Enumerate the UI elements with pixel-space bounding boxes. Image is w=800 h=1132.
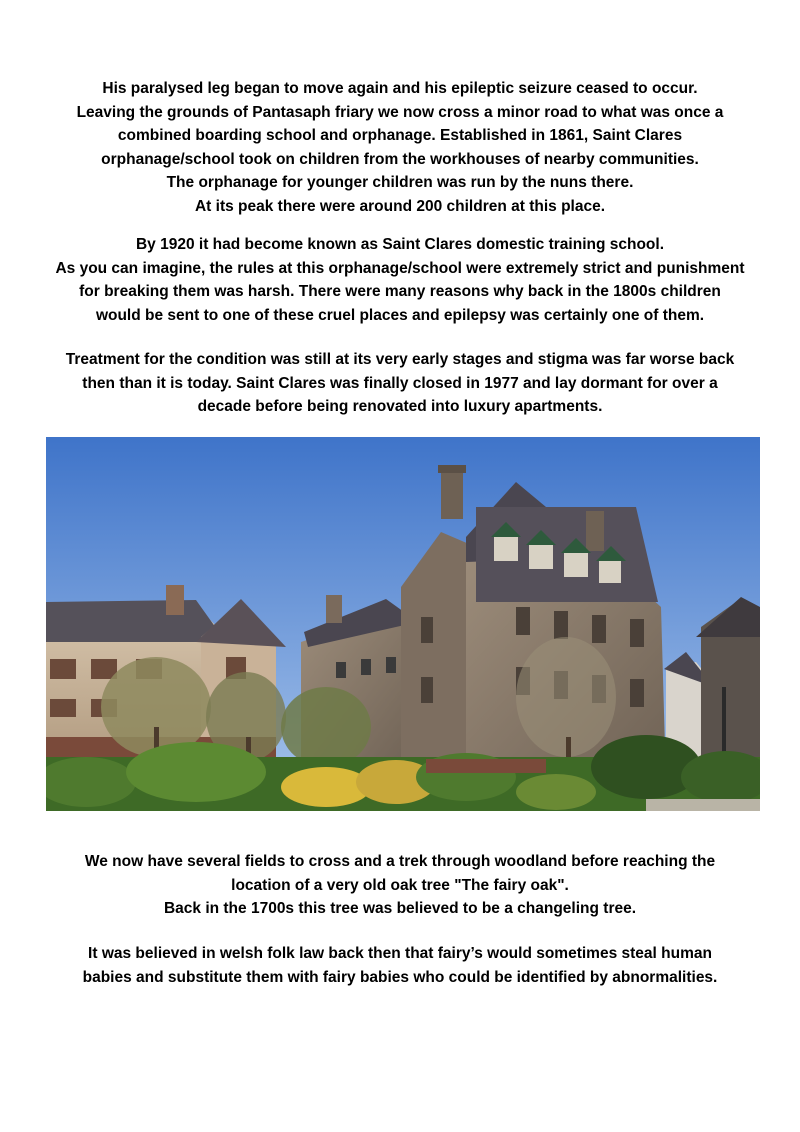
text-line: for breaking them was harsh. There were many reasons why back in the 1800s children	[79, 283, 721, 300]
text-line: The orphanage for younger children was run by the nuns there.	[166, 174, 634, 191]
paragraph-training-school	[0, 233, 800, 327]
text-line: Leaving the grounds of Pantasaph friary we now cross a minor road to what was once a	[76, 103, 724, 121]
paragraph-folk-law	[0, 942, 800, 989]
text-line: babies and substitute them with fairy babies who could be identified by abnormalities.	[82, 968, 718, 986]
paragraph-saint-clares-intro	[0, 77, 800, 218]
paragraph-fairy-oak	[0, 850, 800, 921]
text-line: location of a very old oak tree "The fairy oak".	[231, 876, 569, 894]
text-line: At its peak there were around 200 children at this place.	[194, 197, 606, 215]
text-line: As you can imagine, the rules at this orphanage/school were extremely strict and punishment	[55, 259, 745, 277]
text-line: His paralysed leg began to move again and his epileptic seizure ceased to occur.	[102, 80, 698, 97]
text-line: It was believed in welsh folk law back then that fairy’s would sometimes steal human	[88, 945, 712, 962]
saint-clares-building-photo	[46, 437, 760, 811]
text-line: combined boarding school and orphanage. Established in 1861, Saint Clares	[117, 127, 683, 144]
text-line: We now have several fields to cross and a trek through woodland before reaching the	[84, 853, 716, 870]
text-line: By 1920 it had become known as Saint Clares domestic training school.	[135, 236, 664, 253]
text-line: would be sent to one of these cruel places and epilepsy was certainly one of them.	[95, 306, 705, 324]
text-line: Treatment for the condition was still at its very early stages and stigma was far worse back	[65, 351, 735, 368]
text-line: orphanage/school took on children from the workhouses of nearby communities.	[101, 150, 699, 168]
text-line: decade before being renovated into luxury apartments.	[197, 398, 603, 415]
text-line: then than it is today. Saint Clares was finally closed in 1977 and lay dormant for over a	[82, 374, 718, 392]
paragraph-closure	[0, 348, 800, 419]
text-line: Back in the 1700s this tree was believed to be a changeling tree.	[163, 900, 637, 917]
